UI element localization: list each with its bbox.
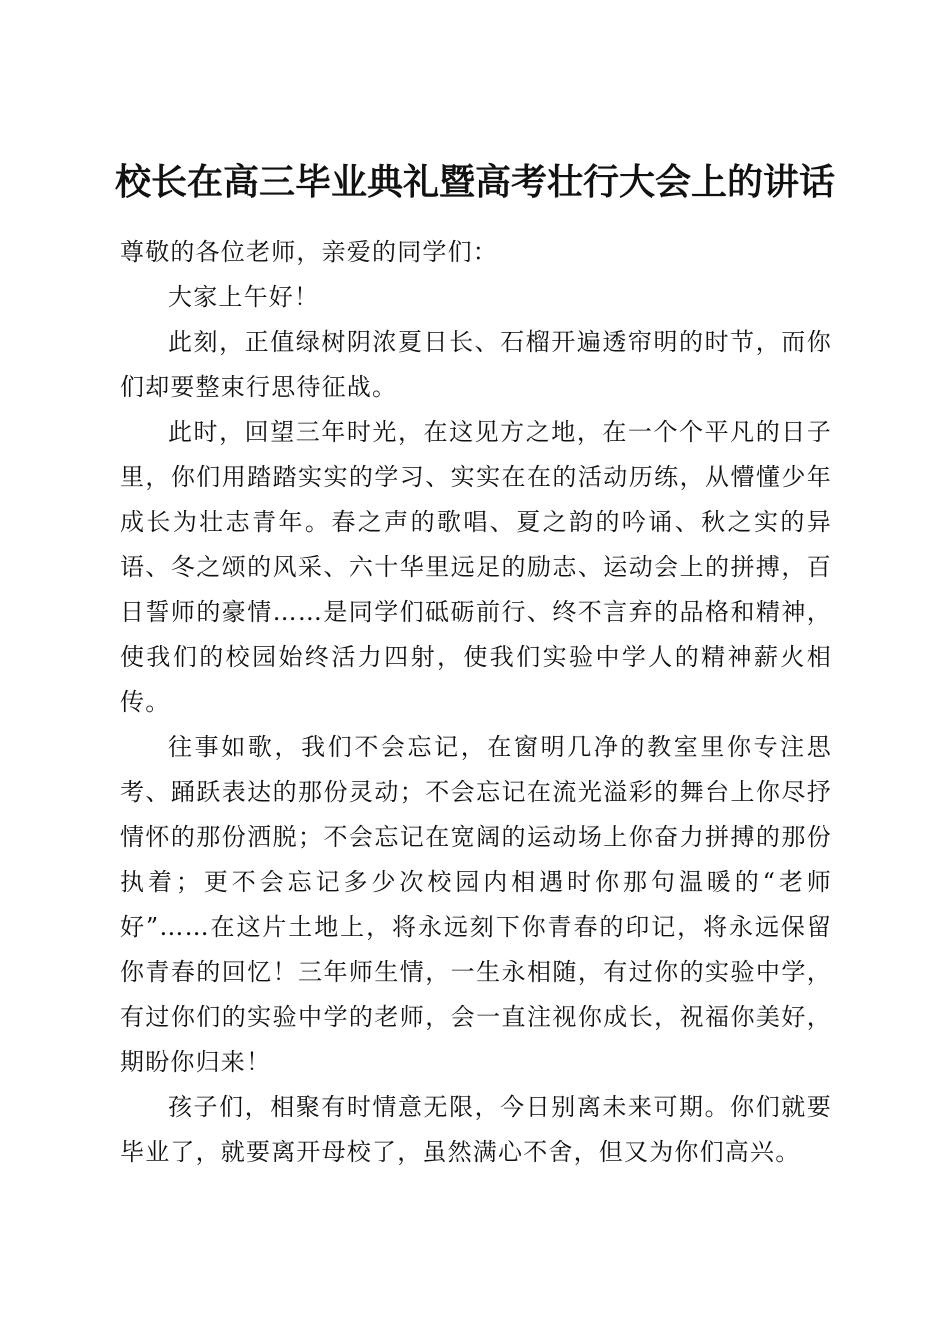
paragraph-past: 往事如歌，我们不会忘记，在窗明几净的教室里你专注思考、踊跃表达的那份灵动；不会忘记在流光溢彩的舞台上你尽抒情怀的那份洒脱；不会忘记在宽阔的运动场上你奋力拼搏的那份执着；更不会忘记多少次校园内相遇时你那句温暖的“老师好”……在这片土地上，将永远刻下你青春的印记，将永远保留你青春的回忆！三年师生情，一生永相随，有过你的实验中学，有过你们的实验中学的老师，会一直注视你成长，祝福你美好，期盼你归来！ [120, 733, 832, 1076]
paragraph-season: 此刻，正值绿树阴浓夏日长、石榴开遍透帘明的时节，而你们却要整束行思待征战。 [120, 328, 832, 401]
paragraph-farewell: 孩子们，相聚有时情意无限，今日别离未来可期。你们就要毕业了，就要离开母校了，虽然满心不舍，但又为你们高兴。 [120, 1093, 832, 1166]
paragraph-memories: 此时，回望三年时光，在这见方之地，在一个个平凡的日子里，你们用踏踏实实的学习、实实在在的活动历练，从懵懂少年成长为壮志青年。春之声的歌唱、夏之韵的吟诵、秋之实的异语、冬之颂的风采、六十华里远足的励志、运动会上的拼搏，百日誓师的豪情……是同学们砥砺前行、终不言弃的品格和精神，使我们的校园始终活力四射，使我们实验中学人的精神薪火相传。 [120, 418, 832, 716]
salutation: 尊敬的各位老师，亲爱的同学们： [120, 238, 498, 266]
paragraph-greeting: 大家上午好！ [168, 283, 320, 311]
speech-body [120, 230, 832, 1175]
document-title: 校长在高三毕业典礼暨高考壮行大会上的讲话 [114, 161, 835, 204]
